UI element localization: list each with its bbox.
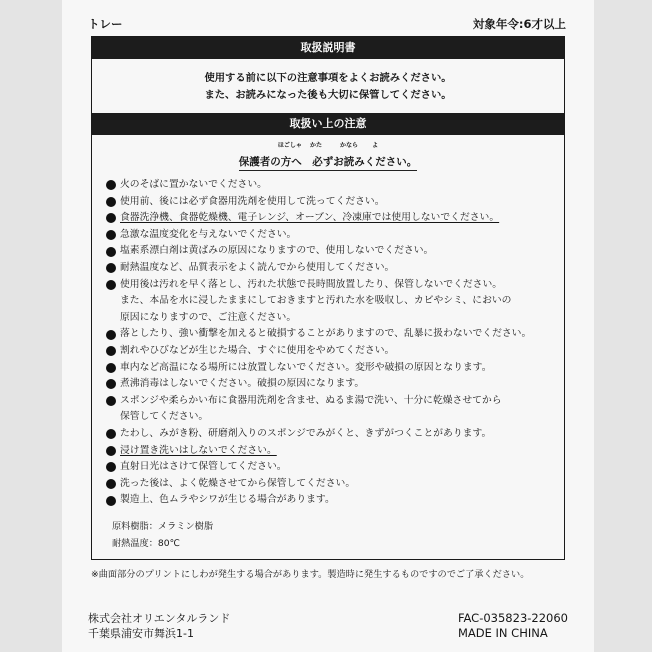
intro-line: 使用する前に以下の注意事項をよくお読みください。 [204,72,452,84]
item-line: 直射日光はさけて保管してください。 [120,461,287,473]
bullet-icon [106,243,120,260]
bullet-icon [106,376,120,393]
bullet-icon [106,492,120,509]
item-text [120,343,394,360]
list-item [106,177,556,194]
heat-resistance: 耐熱温度：80℃ [112,537,180,549]
item-line: 食器洗浄機、食器乾燥機、電子レンジ、オーブン、冷凍庫では使用しないでください。 [120,212,500,224]
origin: MADE IN CHINA [457,626,548,640]
item-text [120,210,499,227]
bullet-icon [106,443,120,460]
item-text [120,243,433,260]
bullet-icon [106,360,120,377]
company-address: 千葉県浦安市舞浜1-1 [88,627,194,640]
bullet-icon [106,393,120,410]
bullet-icon [106,227,120,244]
list-item [106,260,556,277]
instructions-box [91,36,565,560]
item-text [120,443,277,460]
item-text [120,360,492,377]
product-info [458,611,568,641]
list-item [106,426,556,443]
item-line: スポンジや柔らかい布に食器用洗剤を含ませ、ぬるま湯で洗い、十分に乾燥させてから [120,394,502,406]
list-item [106,393,556,426]
list-item [106,277,556,327]
item-text [120,277,511,327]
item-line: 使用後は汚れを早く落とし、汚れた状態で長時間放置したり、保管しないでください。 [120,278,503,290]
caution-list [106,177,556,509]
list-item [106,443,556,460]
bullet-icon [106,343,120,360]
item-text [120,227,296,244]
list-item [106,459,556,476]
list-item [106,210,556,227]
bullet-icon [106,260,120,277]
item-text [120,492,335,509]
company-info [88,611,230,641]
item-line: 車内など高温になる場所には放置しないでください。変形や破損の原因となります。 [120,361,492,373]
item-text [120,376,364,393]
item-line: 保管してください。 [120,411,209,423]
item-line: 塩素系漂白剤は黄ばみの原因になりますので、使用しないでください。 [120,245,434,257]
item-line: また、本品を水に浸したままにしておきますと汚れた水を吸収し、カビやシミ、においの [120,295,512,307]
bullet-icon [106,177,120,194]
list-item [106,492,556,509]
list-item [106,376,556,393]
material-info [112,519,213,552]
intro-text [92,70,564,104]
intro-line: また、お読みになった後も大切に保管してください。 [204,89,452,101]
bullet-icon [106,194,120,211]
item-line: 落としたり、強い衝撃を加えると破損することがありますので、乱暴に扱わないでください。 [120,328,532,340]
list-item [106,194,556,211]
item-text [120,326,531,343]
list-item [106,360,556,377]
bullet-icon [106,326,120,343]
item-text [120,393,502,426]
item-line: 使用前、後には必ず食器用洗剤を使用して洗ってください。 [120,195,385,207]
list-item [106,326,556,343]
item-line: 急激な温度変化を与えないでください。 [120,228,297,240]
list-item [106,343,556,360]
item-line: 火のそばに置かないでください。 [120,179,267,190]
item-text [120,260,394,277]
cautions-title: 取扱い上の注意 [92,113,564,135]
bullet-icon [106,459,120,476]
item-line: たわし、みがき粉、研磨剤入りのスポンジでみがくと、きずがつくことがあります。 [120,427,492,439]
age-target: 対象年令:6才以上 [472,17,566,31]
item-text [120,426,491,443]
instructions-title: 取扱説明書 [92,37,564,59]
item-text [120,459,287,476]
item-line: 浸け置き洗いはしないでください。 [120,444,277,456]
item-text [120,194,385,211]
item-line: 原因になりますので、ご注意ください。 [120,311,297,323]
product-name: トレー [88,17,123,31]
item-line: 耐熱温度など、品質表示をよく読んでから使用してください。 [120,261,395,273]
company-name: 株式会社オリエンタルランド [88,612,231,625]
bullet-icon [106,476,120,493]
bullet-icon [106,277,120,294]
item-line: 煮沸消毒はしないでください。破損の原因になります。 [120,378,365,390]
item-text [120,177,267,194]
guardian-notice [92,142,564,171]
material-resin: 原料樹脂：メラミン樹脂 [112,521,214,532]
item-line: 洗った後は、よく乾燥させてから保管してください。 [120,477,356,489]
item-line: 割れやひびなどが生じた場合、すぐに使用をやめてください。 [120,344,395,356]
bullet-icon [106,210,120,227]
notice-text: 保護者の方へ 必ずお読みください。 [239,154,418,171]
item-line: 製造上、色ムラやシワが生じる場合があります。 [120,494,335,506]
list-item [106,476,556,493]
item-text [120,476,355,493]
list-item [106,243,556,260]
product-code: FAC-035823-22060 [457,611,568,625]
list-item [106,227,556,244]
notice-furigana: ほごしゃ かた かなら よ [277,142,379,149]
bullet-icon [106,426,120,443]
footnote: ※曲面部分のプリントにしわが発生する場合があります。製造時に発生するものですのでご了承ください。 [91,569,530,580]
